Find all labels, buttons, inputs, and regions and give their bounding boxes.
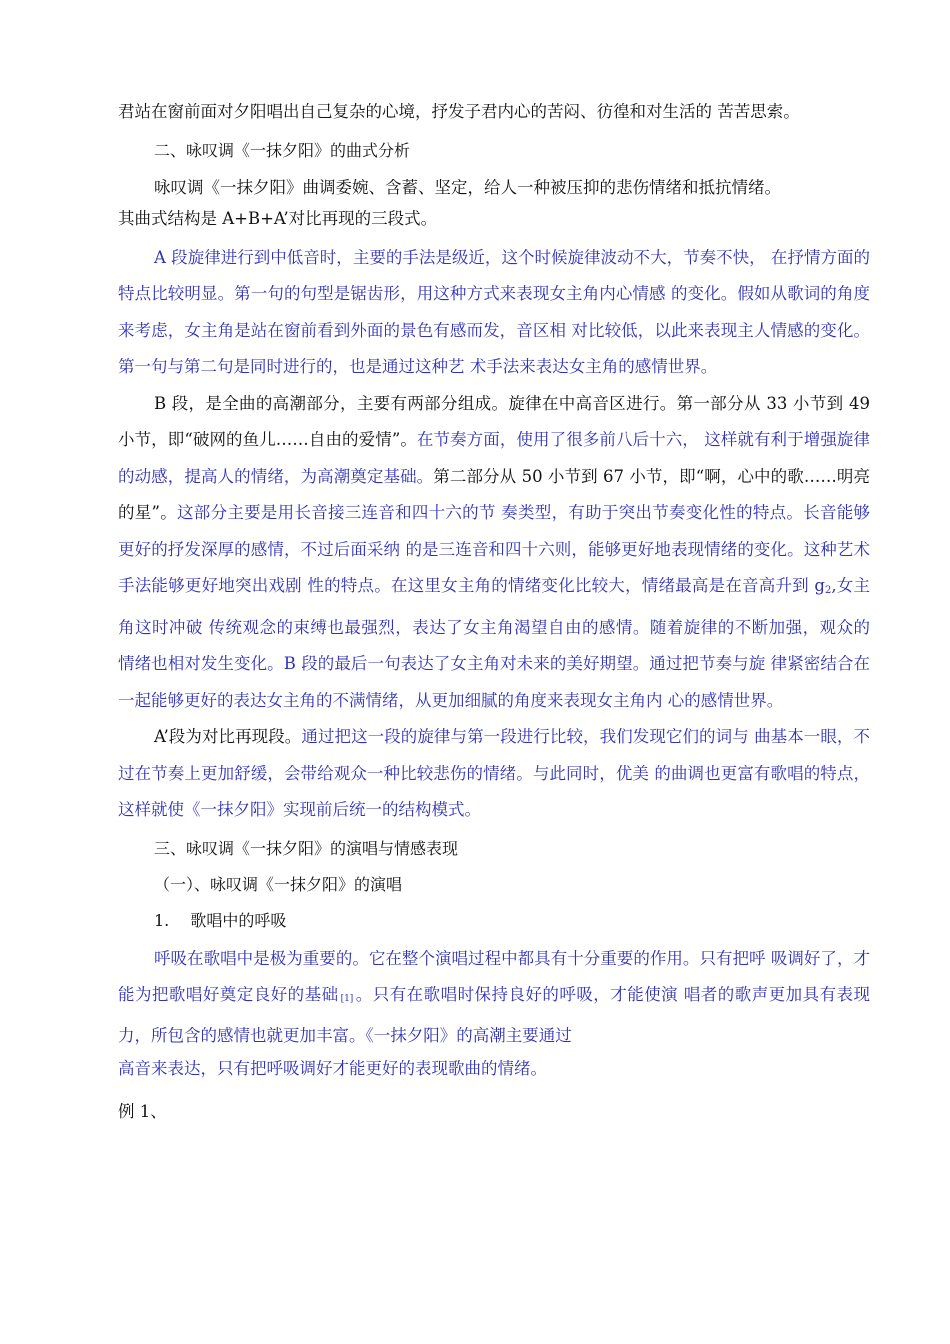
paragraph-form-intro: 咏叹调《一抹夕阳》曲调委婉、含蓄、坚定，给人一种被压抑的悲伤情绪和抵抗情绪。 xyxy=(154,177,781,197)
section-b-rhythm: 在节奏方面，使用了很多前八后十六， 这样就有利于增强旋律的动感，提高人的情绪，为高潮奠定基础。 xyxy=(118,430,870,486)
breathing-text-1: 呼吸在歌唱中是极为重要的。它在整个演唱过程中都具有十分重要的作用。只有把呼 吸调好了，才能为把歌唱好奠定良好的基础 xyxy=(118,948,870,1004)
section-b-part2: 第二部分从 50 小节到 67 小节，即“啊，心中的歌……明亮的星”。 xyxy=(118,466,871,522)
paragraph-form-structure: 其曲式结构是 A+B+A’对比再现的三段式。 xyxy=(118,208,438,228)
citation-ref[interactable]: [1] xyxy=(340,994,354,1004)
paragraph-breathing xyxy=(118,941,870,1055)
subsection-heading-1: （一）、咏叹调《一抹夕阳》的演唱 xyxy=(154,874,403,894)
document-page xyxy=(118,94,870,1126)
subsection-heading-1-1: 1. 歌唱中的呼吸 xyxy=(154,910,287,930)
section-b-analysis: 这部分主要是用长音接三连音和四十六的节 奏类型，有助于突出节奏变化性的特点。长音能够更好的抒发深厚的感情，不过后面采纳 的是三连音和四十六则，能够更好地表现情绪的变化。这种艺术手法能够更好地突出戏剧 性的特点。在这里女主角的情绪变化比较大，情绪最高是在音高升到 g xyxy=(118,503,870,595)
section-b-part1: B 段，是全曲的高潮部分，主要有两部分组成。旋律在中高音区进行。第一部分从 33 小节到 49 小节，即“破网的鱼儿……自由的爱情”。 xyxy=(118,393,870,449)
section-heading-3: 三、咏叹调《一抹夕阳》的演唱与情感表现 xyxy=(154,838,459,858)
paragraph-section-a: A 段旋律进行到中低音时，主要的手法是级近，这个时候旋律波动不大，节奏不快， 在抒情方面的特点比较明显。第一句的句型是锯齿形，用这种方式来表现女主角内心情感 的变化。假如从歌词的角度来考虑，女主角是站在窗前看到外面的景色有感而发，音区相 对比较低，以此来表现主人情感的变化。第一句与第二句是同时进行的，也是通过这种艺 术手法来表达女主角的感情世界。 xyxy=(118,247,870,376)
section-a-prime-lead: A’段为对比再现段。 xyxy=(154,727,302,746)
example-label: 例 1、 xyxy=(118,1102,167,1121)
paragraph-section-b xyxy=(118,386,870,720)
section-b-conclusion: ,女主角这时冲破 传统观念的束缚也最强烈，表达了女主角渴望自由的感情。随着旋律的不断加强，观众的 情绪也相对发生变化。B 段的最后一句表达了女主角对未来的美好期望。通过把节奏与旋 律紧密结合在一起能够更好的表达女主角的不满情绪，从更加细腻的角度来表现女主角内 心的感情世界。 xyxy=(118,576,870,710)
section-a-prime-body: 通过把这一段的旋律与第一段进行比较，我们发现它们的词与 曲基本一眼，不过在节奏上更加舒缓，会带给观众一种比较悲伤的情绪。与此同时，优美 的曲调也更富有歌唱的特点，这样就使《一抹夕阳》实现前后统一的结构模式。 xyxy=(118,727,870,819)
paragraph-breathing-end: 高音来表达，只有把呼吸调好才能更好的表现歌曲的情绪。 xyxy=(118,1059,547,1078)
breathing-text-2: 。只有在歌唱时保持良好的呼吸，才能使演 唱者的歌声更加具有表现力，所包含的感情也就更加丰富。《一抹夕阳》的高潮主要通过 xyxy=(118,985,871,1045)
section-heading-2: 二、咏叹调《一抹夕阳》的曲式分析 xyxy=(154,140,411,160)
pitch-subscript: 2 xyxy=(824,585,832,596)
paragraph-intro-continued: 君站在窗前面对夕阳唱出自己复杂的心境，抒发子君内心的苦闷、彷徨和对生活的 苦苦思索。 xyxy=(118,102,800,121)
paragraph-section-a-prime xyxy=(118,719,870,829)
